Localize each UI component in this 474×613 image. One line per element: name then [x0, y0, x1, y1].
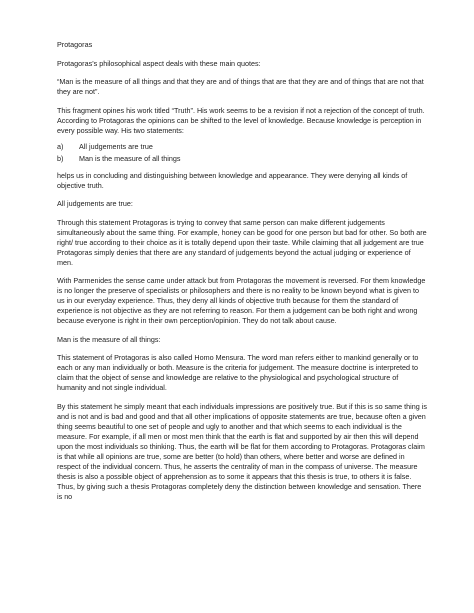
document-body — [57, 40, 427, 510]
statements-list — [57, 142, 427, 164]
list-marker: a) — [57, 141, 64, 151]
list-item — [57, 142, 427, 152]
list-item-text: Man is the measure of all things — [79, 153, 181, 163]
helps-paragraph: helps us in concluding and distinguishing between knowledge and appearance. They were denying all kinds of objective truth. — [57, 170, 408, 190]
judgements-paragraph-2: With Parmenides the sense came under attack but from Protagoras the movement is reversed. For them knowledge is no longer the preserve of specialists or philosophers and there is no reality to be known beyond what is given to us in our everyday experience. Thus, they deny all kinds of objective truth because for them the standard of experience is not objective as they are not referring to reason. For them a judgement can be both right and wrong because everyone is right in their own perception/opinion. They do not talk about cause. — [57, 276, 426, 325]
list-item-text: All judgements are true — [79, 141, 153, 151]
document-title: Protagoras — [57, 40, 93, 49]
quote-paragraph: “Man is the measure of all things and that they are and of things that are that they are and of things that are not that they are not”. — [57, 77, 424, 96]
list-marker: b) — [57, 153, 64, 163]
measure-paragraph-2: By this statement he simply meant that each individuals impressions are positively true. But if this is so same thing is and is not and is bad and good and that all other implications of opposite statements are true, because often a given thing seems beautiful to one set of people and ugly to another and that which seems to each individual is the measure. For example, if all men or most men think that the earth is flat and supported by air then this will depend upon the most individuals so thinking. Thus, the earth will be flat for them according to Protagoras. Protagoras claim is that while all opinions are true, some are better (to hold) than others, where better and worse are defined in respect of the individual concern. Thus, he asserts the centrality of man in the compass of universe. The measure thesis is also a possible object of apprehension as to some it appears that this thesis is true, to others it is false. Thus, by giving such a thesis Protagoras completely deny the distinction between knowledge and sensation. There is no — [57, 401, 427, 501]
section-heading-measure: Man is the measure of all things: — [57, 334, 161, 344]
judgements-paragraph-1: Through this statement Protagoras is trying to convey that same person can make different judgements simultaneously about the same thing. For example, honey can be good for one person but bad for other. So both are right/ true according to their choice as it is totally depend upon their taste. While claiming that all judgement are true Protagoras simply denies that there are any standard of judgements beyond the actual judging or experience of men. — [57, 217, 427, 267]
list-item — [57, 154, 427, 164]
fragment-paragraph: This fragment opines his work titled “Truth”. His work seems to be a revision if not a rejection of the concept of truth. According to Protagoras the opinions can be shifted to the level of knowledge. Because knowledge is perception in every possible way. His two statements: — [57, 105, 425, 135]
section-heading-judgements: All judgements are true: — [57, 199, 133, 208]
measure-paragraph-1: This statement of Protagoras is also called Homo Mensura. The word man refers either to mankind generally or to each or any man individually or both. Measure is the criteria for judgement. The measure doctrine is interpreted to claim that the object of sense and knowledge are relative to the physiological and psychological structure of humanity and not single individual. — [57, 353, 419, 392]
intro-paragraph: Protagoras’s philosophical aspect deals with these main quotes: — [57, 58, 261, 68]
